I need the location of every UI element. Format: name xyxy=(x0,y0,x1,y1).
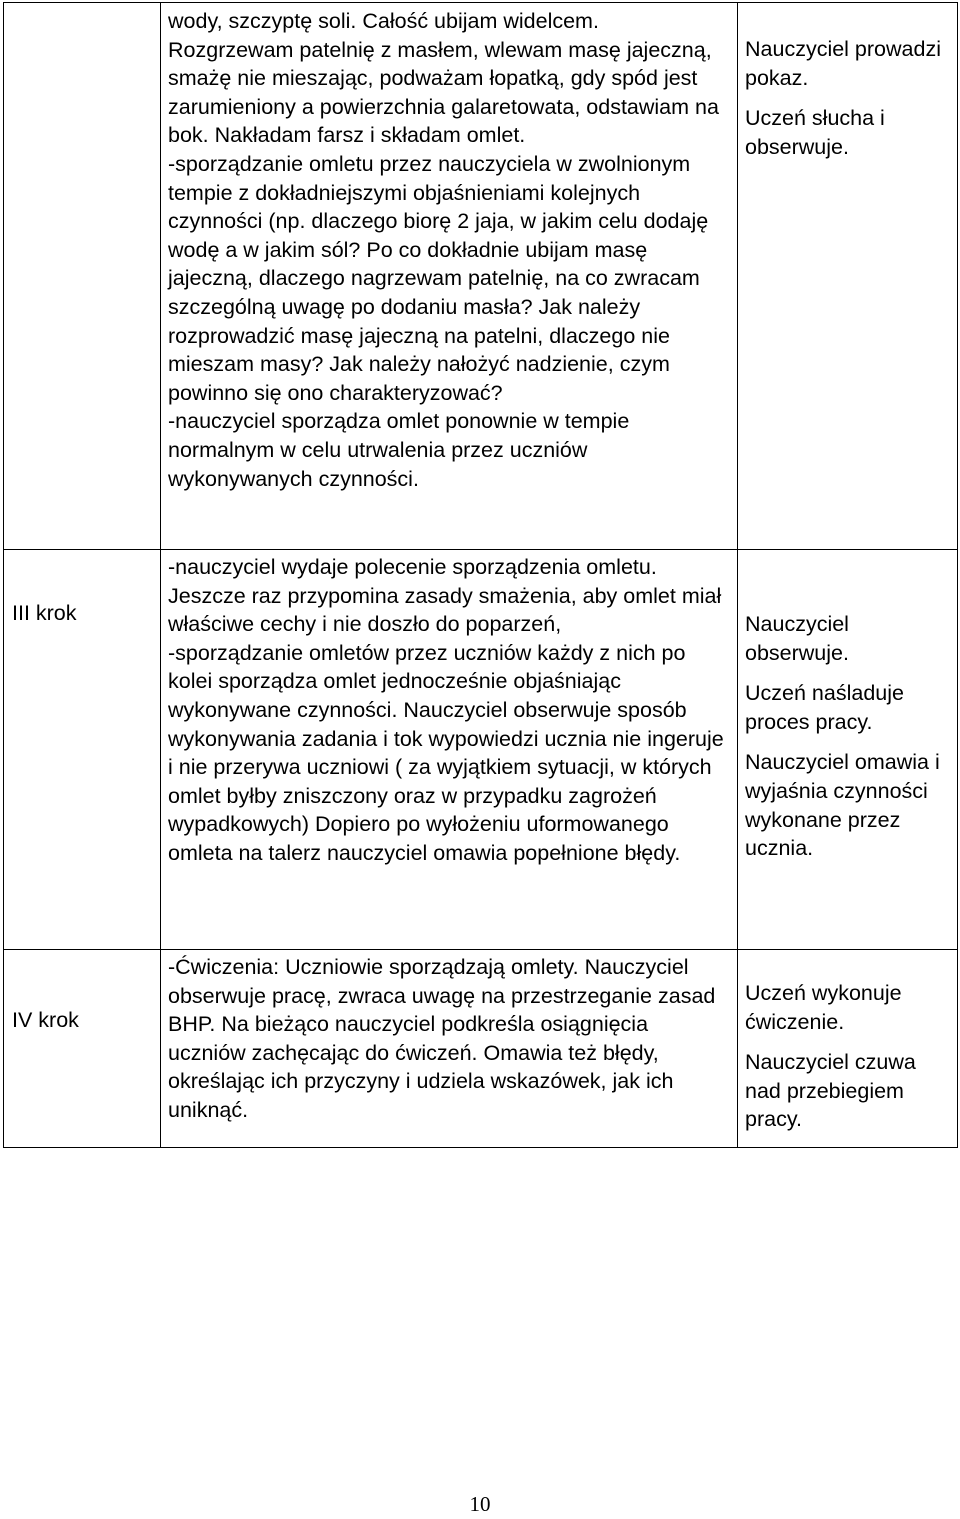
step-cell xyxy=(4,950,161,1148)
content-paragraph: Rozgrzewam patelnię z masłem, wlewam masę jajeczną, smażę nie mieszając, podważam łopatką, gdy spód jest zarumieniony a powierzchnia galaretowata, odstawiam na bok. Nakładam farsz i składam omlet. xyxy=(168,37,719,148)
content-paragraph: -nauczyciel wydaje polecenie sporządzenia omletu. Jeszcze raz przypomina zasady smażenia, aby omlet miał właściwe cechy i nie doszło do poparzeń, xyxy=(168,555,722,637)
table-row xyxy=(4,3,958,550)
content-cell xyxy=(161,550,738,950)
step-label: IV krok xyxy=(12,1008,79,1033)
content-cell xyxy=(161,3,738,550)
content-paragraph: wody, szczyptę soli. Całość ubijam widelcem. xyxy=(168,9,599,33)
content-cell xyxy=(161,950,738,1148)
content-paragraph: -sporządzanie omletów przez uczniów każdy z nich po kolei sporządza omlet jednocześnie objaśniając wykonywane czynności. Nauczyciel obserwuje sposób wykonywania zadania i tok wypowiedzi ucznia nie ingeruje i nie przerywa uczniowi ( za wyjątkiem sytuacji, w których omlet byłby zniszczony oraz w przypadku zagrożeń wypadkowych) Dopiero po wyłożeniu uformowanego omleta na talerz nauczyciel omawia popełnione błędy. xyxy=(168,640,724,865)
notes-cell xyxy=(738,950,958,1148)
lesson-plan-table xyxy=(3,2,958,1148)
step-cell xyxy=(4,550,161,950)
note-text: Nauczyciel prowadzi pokaz. xyxy=(745,37,941,90)
table-row xyxy=(4,550,958,950)
content-paragraph: -Ćwiczenia: Uczniowie sporządzają omlety. Nauczyciel obserwuje pracę, zwraca uwagę na przestrzeganie zasad BHP. Na bieżąco nauczyciel podkreśla osiągnięcia uczniów zachęcając do ćwiczeń. Omawia też błędy, określając ich przyczyny i udziela wskazówek, jak ich uniknąć. xyxy=(168,955,716,1122)
note-text: Nauczyciel omawia i wyjaśnia czynności wykonane przez ucznia. xyxy=(745,750,940,861)
content-paragraph: -nauczyciel sporządza omlet ponownie w tempie normalnym w celu utrwalenia przez uczniów wykonywanych czynności. xyxy=(168,409,630,491)
note-text: Uczeń naśladuje proces pracy. xyxy=(745,681,904,734)
step-label: III krok xyxy=(12,601,77,626)
note-text: Nauczyciel obserwuje. xyxy=(745,612,849,665)
step-cell xyxy=(4,3,161,550)
content-paragraph: -sporządzanie omletu przez nauczyciela w zwolnionym tempie z dokładniejszymi objaśnieniami kolejnych czynności (np. dlaczego biorę 2 jaja, w jakim celu dodaję wodę a w jakim sól? Po co dokładnie ubijam masę jajeczną, dlaczego nagrzewam patelnię, na co zwracam szczególną uwagę po dodaniu masła? Jak należy rozprowadzić masę jajeczną na patelni, dlaczego nie mieszam masy? Jak należy nałożyć nadzienie, czym powinno się ono charakteryzować? xyxy=(168,151,709,405)
note-text: Uczeń słucha i obserwuje. xyxy=(745,106,885,159)
page-number: 10 xyxy=(469,1492,491,1516)
table-row xyxy=(4,950,958,1148)
note-text: Uczeń wykonuje ćwiczenie. xyxy=(745,981,902,1034)
note-text: Nauczyciel czuwa nad przebiegiem pracy. xyxy=(745,1050,916,1132)
notes-cell xyxy=(738,3,958,550)
notes-cell xyxy=(738,550,958,950)
